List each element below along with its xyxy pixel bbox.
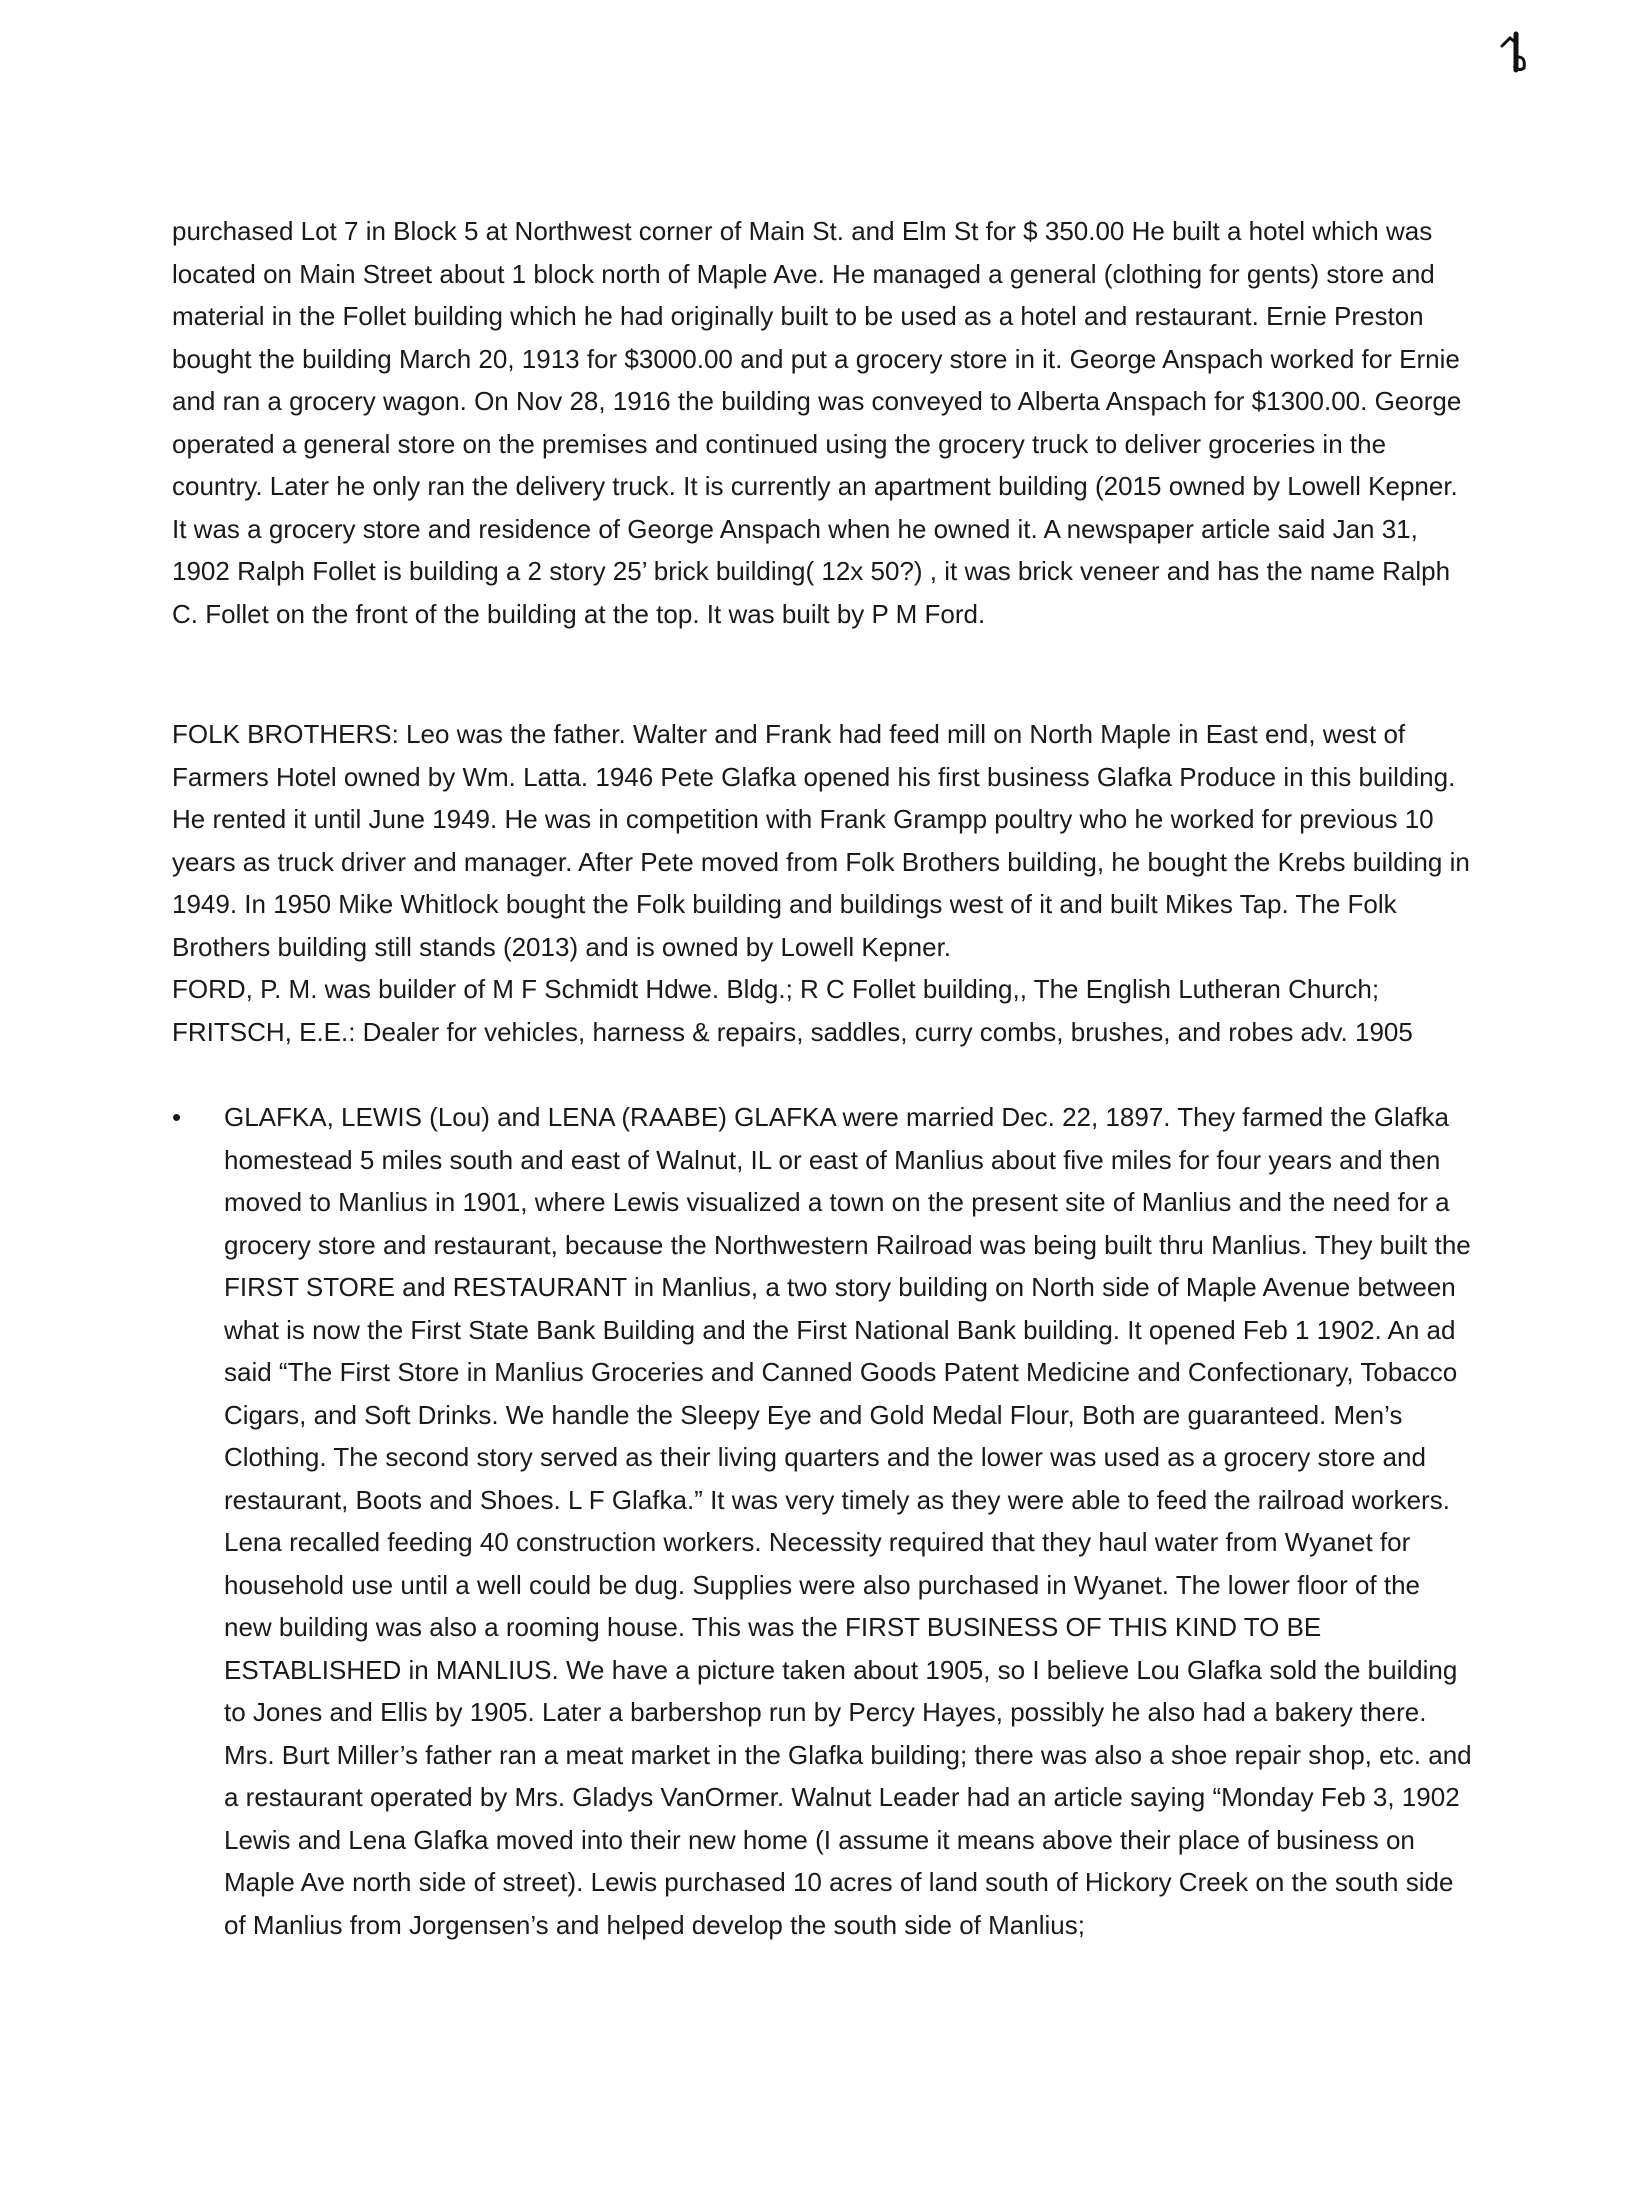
paragraph-text: GLAFKA, LEWIS (Lou) and LENA (RAABE) GLAFKA were married Dec. 22, 1897. They farmed the Glafka homestead 5 miles south and east of Walnut, IL or east of Manlius about five miles for four years and then moved to Manlius in 1901, where Lewis visualized a town on the present site of Manlius and the need for a grocery store and restaurant, because the Northwestern Railroad was being built thru Manlius. They built the FIRST STORE and RESTAURANT in Manlius, a two story building on North side of Maple Avenue between what is now the First State Bank Building and the First National Bank building. It opened Feb 1 1902. An ad said “The First Store in Manlius Groceries and Canned Goods Patent Medicine and Confectionary, Tobacco Cigars, and Soft Drinks. We handle the Sleepy Eye and Gold Medal Flour, Both are guaranteed. Men’s Clothing. The second story served as their living quarters and the lower was used as a grocery store and restaurant, Boots and Shoes. L F Glafka.” It was very timely as they were able to feed the railroad workers. Lena recalled feeding 40 construction workers. Necessity required that they haul water from Wyanet for household use until a well could be dug. Supplies were also purchased in Wyanet. The lower floor of the new building was also a rooming house. This was the FIRST BUSINESS OF THIS KIND TO BE ESTABLISHED in MANLIUS. We have a picture taken about 1905, so I believe Lou Glafka sold the building to Jones and Ellis by 1905. Later a barbershop run by Percy Hayes, possibly he also had a bakery there. Mrs. Burt Miller’s father ran a meat market in the Glafka building; there was also a shoe repair shop, etc. and a restaurant operated by Mrs. Gladys VanOrmer. Walnut Leader had an article saying “Monday Feb 3, 1902 Lewis and Lena Glafka moved into their new home (I assume it means above their place of business on Maple Ave north side of street). Lewis purchased 10 acres of land south of Hickory Creek on the south side of Manlius from Jorgensen’s and helped develop the south side of Manlius; (224, 1102, 1472, 1940)
bullet-marker: • (172, 1102, 182, 1132)
paragraph-glafka (224, 1096, 1474, 1946)
paragraph-text: FOLK BROTHERS: Leo was the father. Walter and Frank had feed mill on North Maple in East end, west of Farmers Hotel owned by Wm. Latta. 1946 Pete Glafka opened his first business Glafka Produce in this building. He rented it until June 1949. He was in competition with Frank Grampp poultry who he worked for previous 10 years as truck driver and manager. After Pete moved from Folk Brothers building, he bought the Krebs building in 1949. In 1950 Mike Whitlock bought the Folk building and buildings west of it and built Mikes Tap. The Folk Brothers building still stands (2013) and is owned by Lowell Kepner. (172, 719, 1470, 962)
paragraph-follet-building (172, 210, 1472, 635)
paragraph-folk-brothers (172, 713, 1472, 1053)
entry-fritsch: FRITSCH, E.E.: Dealer for vehicles, harness & repairs, saddles, curry combs, brushes, and robes adv. 1905 (172, 1016, 1413, 1047)
paragraph-text: purchased Lot 7 in Block 5 at Northwest corner of Main St. and Elm St for $ 350.00 He built a hotel which was located on Main Street about 1 block north of Maple Ave. He managed a general (clothing for gents) store and material in the Follet building which he had originally built to be used as a hotel and restaurant. Ernie Preston bought the building March 20, 1913 for $3000.00 and put a grocery store in it. George Anspach worked for Ernie and ran a grocery wagon. On Nov 28, 1916 the building was conveyed to Alberta Anspach for $1300.00. George operated a general store on the premises and continued using the grocery truck to deliver groceries in the country. Later he only ran the delivery truck. It is currently an apartment building (2015 owned by Lowell Kepner. It was a grocery store and residence of George Anspach when he owned it. A newspaper article said Jan 31, 1902 Ralph Follet is building a 2 story 25’ brick building( 12x 50?) , it was brick veneer and has the name Ralph C. Follet on the front of the building at the top. It was built by P M Ford. (172, 216, 1462, 629)
handwritten-page-mark (1500, 30, 1534, 74)
entry-ford: FORD, P. M. was builder of M F Schmidt Hdwe. Bldg.; R C Follet building,, The English Lutheran Church; (172, 974, 1380, 1004)
